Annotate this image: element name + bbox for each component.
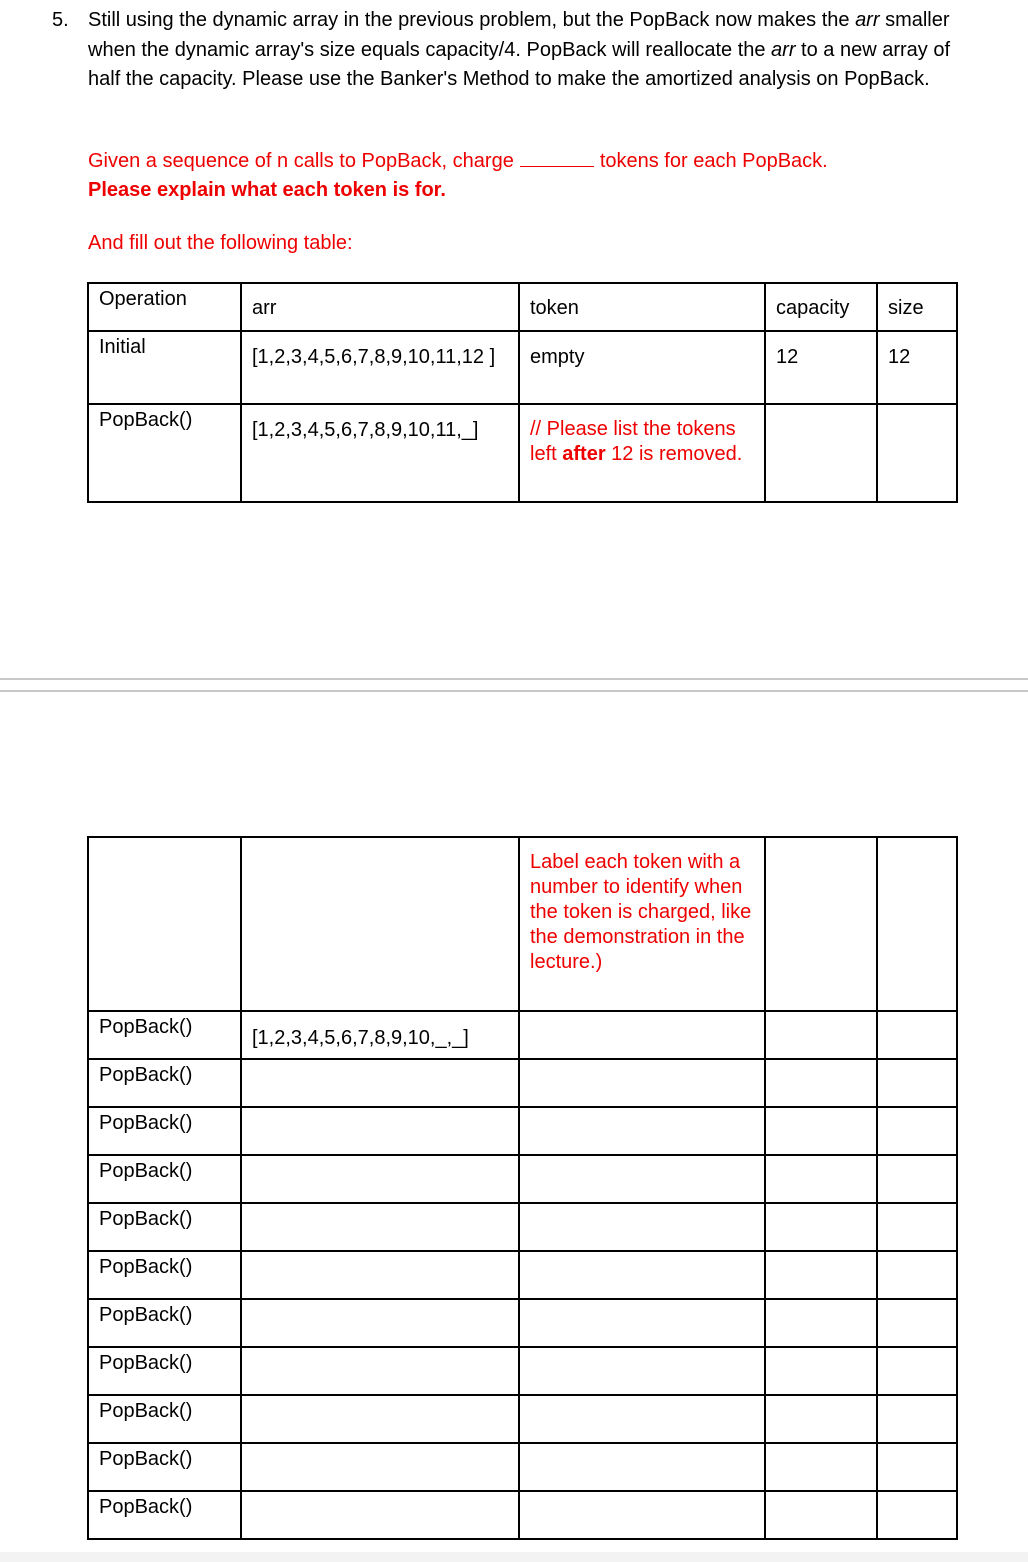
row-token[interactable] — [519, 1395, 765, 1443]
row-capacity[interactable] — [765, 1251, 877, 1299]
page-break-line-top — [0, 678, 1028, 680]
row-operation: PopBack() — [88, 1443, 241, 1491]
header-capacity: capacity — [765, 283, 877, 331]
question-text-part1: Still using the dynamic array in the previous problem, but the PopBack now makes the — [88, 9, 856, 31]
row-token[interactable] — [519, 1155, 765, 1203]
table-row — [88, 1395, 957, 1443]
row-operation: PopBack() — [88, 1011, 241, 1059]
row-token[interactable] — [519, 1011, 765, 1059]
initial-capacity[interactable]: 12 — [765, 331, 877, 404]
row-arr[interactable] — [241, 1491, 519, 1539]
initial-token[interactable]: empty — [519, 331, 765, 404]
row1-capacity[interactable] — [765, 404, 877, 502]
row-size[interactable] — [877, 1491, 957, 1539]
token-table-continued — [87, 836, 958, 1540]
row-capacity[interactable] — [765, 1299, 877, 1347]
row-size[interactable] — [877, 1443, 957, 1491]
arr-italic-1: arr — [855, 9, 880, 31]
row-operation: PopBack() — [88, 1155, 241, 1203]
cont-token-note[interactable]: Label each token with a number to identify when the token is charged, like the demonstration in the lecture.) — [519, 837, 765, 1011]
row1-size[interactable] — [877, 404, 957, 502]
explain-instruction: Please explain what each token is for. — [88, 179, 446, 201]
header-arr: arr — [241, 283, 519, 331]
cont-operation — [88, 837, 241, 1011]
cont-arr[interactable] — [241, 837, 519, 1011]
table-row — [88, 1443, 957, 1491]
row-size[interactable] — [877, 1059, 957, 1107]
question-text-part3: to a new array of half the capacity. Please use the Banker's Method to make the amortized analysis on PopBack. — [88, 38, 951, 90]
row-operation: PopBack() — [88, 1347, 241, 1395]
row-size[interactable] — [877, 1155, 957, 1203]
initial-size[interactable]: 12 — [877, 331, 957, 404]
row-capacity[interactable] — [765, 1443, 877, 1491]
row-token[interactable] — [519, 1203, 765, 1251]
row-token[interactable] — [519, 1491, 765, 1539]
row-arr[interactable] — [241, 1251, 519, 1299]
row-arr[interactable] — [241, 1395, 519, 1443]
charge-blank[interactable] — [520, 148, 594, 167]
question-text — [88, 6, 968, 95]
row1-token-note[interactable]: // Please list the tokens left after 12 is removed. — [519, 404, 765, 502]
question-number: 5. — [52, 9, 69, 31]
table-row — [88, 1155, 957, 1203]
row-size[interactable] — [877, 1107, 957, 1155]
row-token[interactable] — [519, 1299, 765, 1347]
token-table-top — [87, 282, 958, 503]
row-operation: PopBack() — [88, 1251, 241, 1299]
table-row-popback-1 — [88, 404, 957, 502]
row-token[interactable] — [519, 1443, 765, 1491]
row-arr[interactable] — [241, 1155, 519, 1203]
row-operation: PopBack() — [88, 1299, 241, 1347]
row-capacity[interactable] — [765, 1011, 877, 1059]
row-arr[interactable] — [241, 1347, 519, 1395]
row-capacity[interactable] — [765, 1203, 877, 1251]
row-arr[interactable] — [241, 1059, 519, 1107]
row-arr[interactable] — [241, 1443, 519, 1491]
row-arr[interactable] — [241, 1299, 519, 1347]
row1-arr[interactable]: [1,2,3,4,5,6,7,8,9,10,11,_] — [241, 404, 519, 502]
row-capacity[interactable] — [765, 1059, 877, 1107]
cont-capacity[interactable] — [765, 837, 877, 1011]
table-row — [88, 1299, 957, 1347]
row1-operation: PopBack() — [88, 404, 241, 502]
page-break-line-bottom — [0, 690, 1028, 692]
row-operation: PopBack() — [88, 1107, 241, 1155]
fill-table-instruction: And fill out the following table: — [88, 232, 353, 254]
row-token[interactable] — [519, 1251, 765, 1299]
row-capacity[interactable] — [765, 1155, 877, 1203]
page-bottom-edge — [0, 1552, 1028, 1562]
header-operation: Operation — [88, 283, 241, 331]
row-arr[interactable] — [241, 1107, 519, 1155]
row-capacity[interactable] — [765, 1107, 877, 1155]
row-size[interactable] — [877, 1347, 957, 1395]
table-row — [88, 1203, 957, 1251]
header-size: size — [877, 283, 957, 331]
charge-text-before: Given a sequence of n calls to PopBack, charge — [88, 150, 514, 172]
header-token: token — [519, 283, 765, 331]
row-size[interactable] — [877, 1251, 957, 1299]
table-row — [88, 1059, 957, 1107]
table-row — [88, 1251, 957, 1299]
table-row — [88, 1491, 957, 1539]
row-token[interactable] — [519, 1059, 765, 1107]
charge-text-after: tokens for each PopBack. — [599, 150, 828, 172]
row-operation: PopBack() — [88, 1059, 241, 1107]
table-row-initial — [88, 331, 957, 404]
table-row — [88, 1347, 957, 1395]
row-token[interactable] — [519, 1107, 765, 1155]
row-capacity[interactable] — [765, 1395, 877, 1443]
row-capacity[interactable] — [765, 1491, 877, 1539]
row-operation: PopBack() — [88, 1203, 241, 1251]
row-token[interactable] — [519, 1347, 765, 1395]
table-header-row — [88, 283, 957, 331]
question-text-part2: smaller when the dynamic array's size equals capacity/4. PopBack will reallocate the — [88, 9, 950, 61]
initial-arr[interactable]: [1,2,3,4,5,6,7,8,9,10,11,12 ] — [241, 331, 519, 404]
arr-italic-2: arr — [771, 38, 796, 61]
row-size[interactable] — [877, 1299, 957, 1347]
row-size[interactable] — [877, 1011, 957, 1059]
table-row — [88, 1107, 957, 1155]
row-arr[interactable] — [241, 1203, 519, 1251]
initial-operation: Initial — [88, 331, 241, 404]
row-capacity[interactable] — [765, 1347, 877, 1395]
cont-size[interactable] — [877, 837, 957, 1011]
row-operation: PopBack() — [88, 1491, 241, 1539]
charge-instruction — [88, 147, 988, 205]
row-size[interactable] — [877, 1203, 957, 1251]
row-operation: PopBack() — [88, 1395, 241, 1443]
row-arr[interactable]: [1,2,3,4,5,6,7,8,9,10,_,_] — [241, 1011, 519, 1059]
table-continued-top-row — [88, 837, 957, 1011]
table-row — [88, 1011, 957, 1059]
row-size[interactable] — [877, 1395, 957, 1443]
